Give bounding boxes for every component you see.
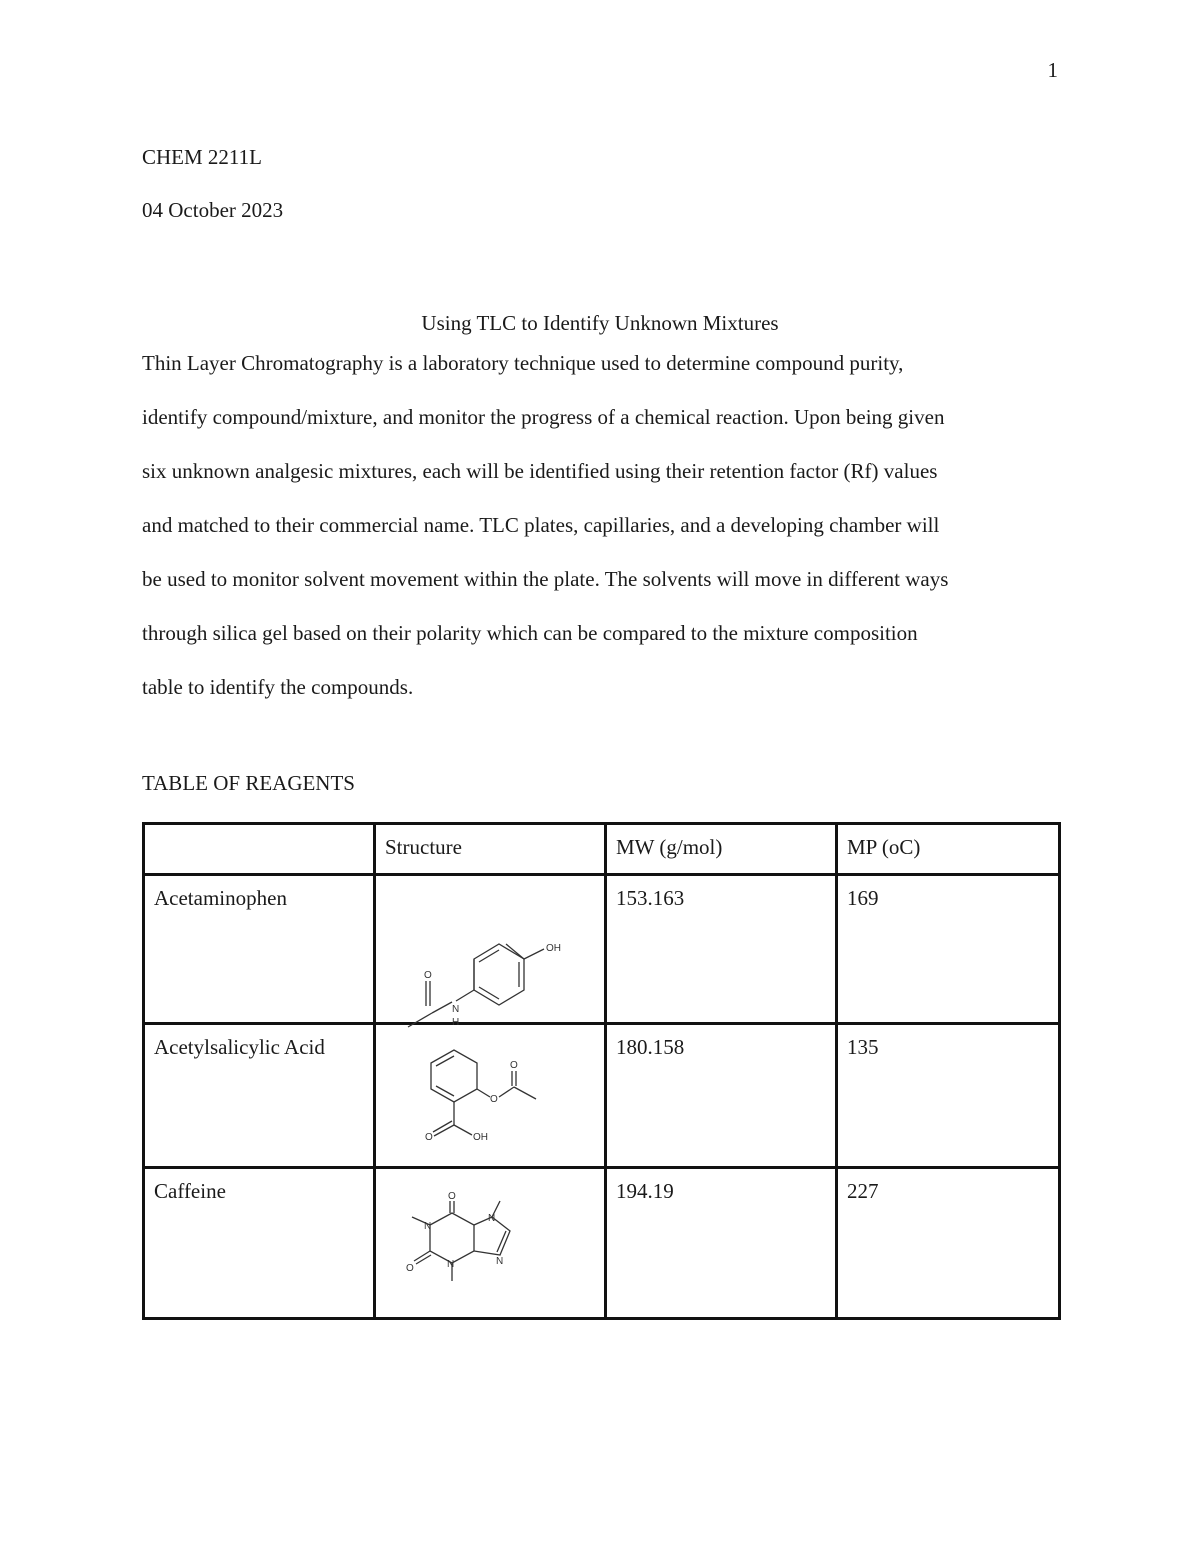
melting-point: 227 (837, 1168, 1060, 1319)
paragraph-line: and matched to their commercial name. TLC plates, capillaries, and a developing chamber will (142, 513, 940, 537)
structure-label: O (424, 970, 432, 981)
structure-cell (375, 1168, 606, 1319)
structure-label: O (425, 1132, 433, 1143)
structure-label: N (488, 1213, 496, 1224)
course-name: CHEM 2211L (142, 145, 262, 169)
compound-name: Caffeine (144, 1168, 375, 1319)
molecular-weight: 180.158 (606, 1024, 837, 1168)
reagents-table (142, 822, 1061, 1320)
compound-name: Acetylsalicylic Acid (144, 1024, 375, 1168)
acetaminophen-structure-image (376, 876, 604, 1028)
structure-cell (375, 875, 606, 1028)
table-header-row (144, 824, 1060, 875)
table-row (144, 1168, 1060, 1319)
structure-label: O (406, 1263, 414, 1274)
paragraph-line: identify compound/mixture, and monitor the progress of a chemical reaction. Upon being given (142, 405, 945, 429)
paragraph-line: table to identify the compounds. (142, 675, 414, 699)
structure-label: N (424, 1221, 432, 1232)
molecular-weight: 194.19 (606, 1168, 837, 1319)
header-cell-empty (144, 824, 375, 875)
structure-cell (375, 1024, 606, 1168)
paragraph-line: through silica gel based on their polarity which can be compared to the mixture composition (142, 621, 918, 645)
caffeine-structure-image (376, 1169, 604, 1317)
structure-label: N (496, 1256, 504, 1267)
melting-point: 135 (837, 1024, 1060, 1168)
table-row (144, 1024, 1060, 1168)
structure-label: O (448, 1191, 456, 1202)
structure-label: N (447, 1259, 455, 1270)
report-date: 04 October 2023 (142, 198, 284, 222)
structure-label: H (452, 1017, 460, 1028)
compound-name: Acetaminophen (144, 875, 375, 1024)
structure-label: OH (473, 1132, 488, 1143)
structure-label: N (452, 1004, 460, 1015)
paragraph-line: be used to monitor solvent movement within the plate. The solvents will move in different ways (142, 567, 949, 591)
header-cell-mw: MW (g/mol) (606, 824, 837, 875)
structure-label: O (490, 1094, 498, 1105)
table-heading: TABLE OF REAGENTS (142, 771, 355, 795)
introduction-paragraph (142, 336, 1062, 714)
page-number: 1 (1047, 58, 1058, 82)
melting-point: 169 (837, 875, 1060, 1024)
paragraph-line: Thin Layer Chromatography is a laboratory technique used to determine compound purity, (142, 351, 904, 375)
header-cell-structure: Structure (375, 824, 606, 875)
molecular-weight: 153.163 (606, 875, 837, 1024)
table-row (144, 875, 1060, 1024)
header-cell-mp: MP (oC) (837, 824, 1060, 875)
structure-label: OH (546, 943, 561, 954)
acetylsalicylic-acid-structure-image (376, 1025, 604, 1165)
paragraph-line: six unknown analgesic mixtures, each will be identified using their retention factor (Rf) values (142, 459, 938, 483)
report-title: Using TLC to Identify Unknown Mixtures (421, 311, 779, 335)
structure-label: O (510, 1060, 518, 1071)
